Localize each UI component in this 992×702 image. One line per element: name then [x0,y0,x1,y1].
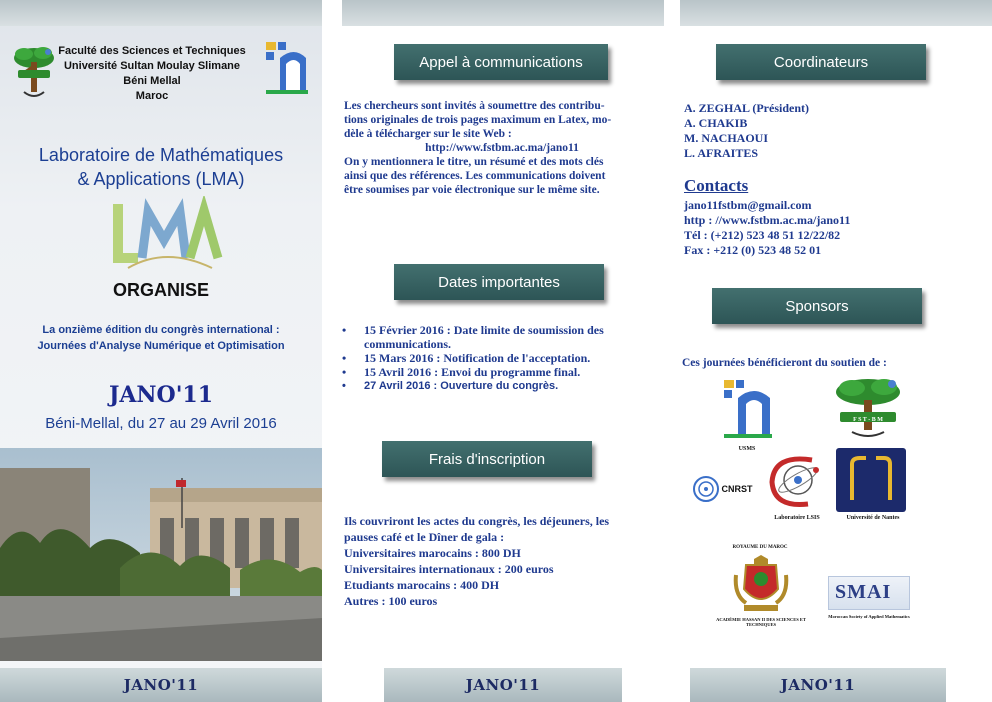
lab-title-line: Laboratoire de Mathématiques [38,145,284,165]
appel-text [344,99,660,197]
lab-title [0,143,322,191]
top-bar [680,0,992,26]
cnrst-label: CNRST [721,484,753,494]
frais-header: Frais d'inscription [382,441,592,477]
faculty-line: Maroc [135,90,169,102]
fst-tree-logo [10,44,58,102]
lsis-logo [764,450,830,512]
nantes-mark-icon [836,448,906,512]
faculty-line: Béni Mellal [123,75,181,87]
footer-bar: JANO'11 [690,668,946,702]
list-item: • 15 Avril 2016 : Envoi du programme final. [340,365,662,379]
cover-panel [0,0,322,702]
coordinators-list [684,101,984,161]
lab-title-line: & Applications (LMA) [77,169,245,189]
nantes-label: Université de Nantes [846,515,900,521]
usms-logo [262,40,312,98]
dates-header: Dates importantes [394,264,604,300]
frais-line: Autres : 100 euros [344,594,438,608]
frais-line: Universitaires marocains : 800 DH [344,546,521,560]
frais-line: Universitaires internationaux : 200 euros [344,562,554,576]
contact-panel [680,0,992,702]
appel-line: ainsi que des références. Les communications doivent [344,170,606,182]
appel-line: dèle à télécharger sur le site Web : [344,128,512,140]
conference-dates: Béni-Mellal, du 27 au 29 Avril 2016 [45,415,277,432]
smai-label: Moroccan Society of Applied Mathematics [828,614,910,619]
appel-line: être soumises par voie électronique sur le même site. [344,184,600,196]
list-item: • 15 Février 2016 : Date limite de soumission des communications. [340,323,662,351]
academie-label: ACADÉMIE HASSAN II DES SCIENCES ET TECHNIQUES [716,617,806,627]
frais-line: pauses café et le Dîner de gala : [344,530,505,544]
contacts-list [684,198,984,258]
contact-email[interactable]: jano11fstbm@gmail.com [684,198,812,212]
edition-line: Journées d'Analyse Numérique et Optimisation [37,340,285,352]
appel-line: On y mentionnera le titre, un résumé et des mots clés [344,156,604,168]
campus-photo [0,448,322,661]
appel-line: Les chercheurs sont invités à soumettre des contribu- [344,100,605,112]
smai-logo [828,576,910,610]
faculty-line: Université Sultan Moulay Slimane [63,60,241,72]
fstbm-label: F S T - B M [853,417,883,423]
nantes-logo [836,448,906,512]
list-item: • 27 Avril 2016 : Ouverture du congrès. [340,379,662,393]
list-item: M. NACHAOUI [684,131,768,145]
faculty-line: Faculté des Sciences et Techniques [58,45,246,57]
cnrst-logo [690,474,722,504]
contact-phone: Tél : (+212) 523 48 51 12/22/82 [684,228,841,242]
appel-header: Appel à communications [394,44,608,80]
academie-emblem [732,555,790,615]
frais-line: Ils couvriront les actes du congrès, les déjeuners, les [344,514,610,528]
conference-name: JANO'11 [108,382,214,408]
footer-bar: JANO'11 [384,668,622,702]
appel-url[interactable]: http://www.fstbm.ac.ma/jano11 [425,142,579,154]
contacts-heading: Contacts [684,176,749,195]
list-item: A. CHAKIB [684,116,748,130]
dates-list [340,323,662,393]
contact-fax: Fax : +212 (0) 523 48 52 01 [684,243,822,257]
top-bar [0,0,322,26]
usms-sponsor-logo [720,378,776,444]
footer-bar: JANO'11 [0,668,322,702]
usms-label: USMS [738,446,756,452]
top-bar [342,0,664,26]
lma-logo [108,196,224,272]
appel-line: tions originales de trois pages maximum en Latex, mo- [344,114,612,126]
contact-website[interactable]: http : //www.fstbm.ac.ma/jano11 [684,213,851,227]
faculty-block [52,44,252,104]
sponsors-intro: Ces journées bénéficieront du soutien de : [682,357,887,369]
sponsors-header: Sponsors [712,288,922,324]
smai-logo-text: SMAI [835,581,892,603]
coord-header: Coordinateurs [716,44,926,80]
frais-line: Etudiants marocains : 400 DH [344,578,500,592]
edition-text [0,322,322,354]
royaume-label: ROYAUME DU MAROC [732,545,788,550]
fstbm-sponsor-logo [830,376,906,440]
edition-line: La onzième édition du congrès international : [42,324,280,336]
organise-heading: ORGANISE [112,280,209,300]
list-item: A. ZEGHAL (Président) [684,101,809,115]
frais-text [344,513,664,609]
list-item: • 15 Mars 2016 : Notification de l'acceptation. [340,351,662,365]
list-item: L. AFRAITES [684,146,759,160]
info-panel [342,0,664,702]
lsis-label: Laboratoire LSIS [774,515,820,521]
